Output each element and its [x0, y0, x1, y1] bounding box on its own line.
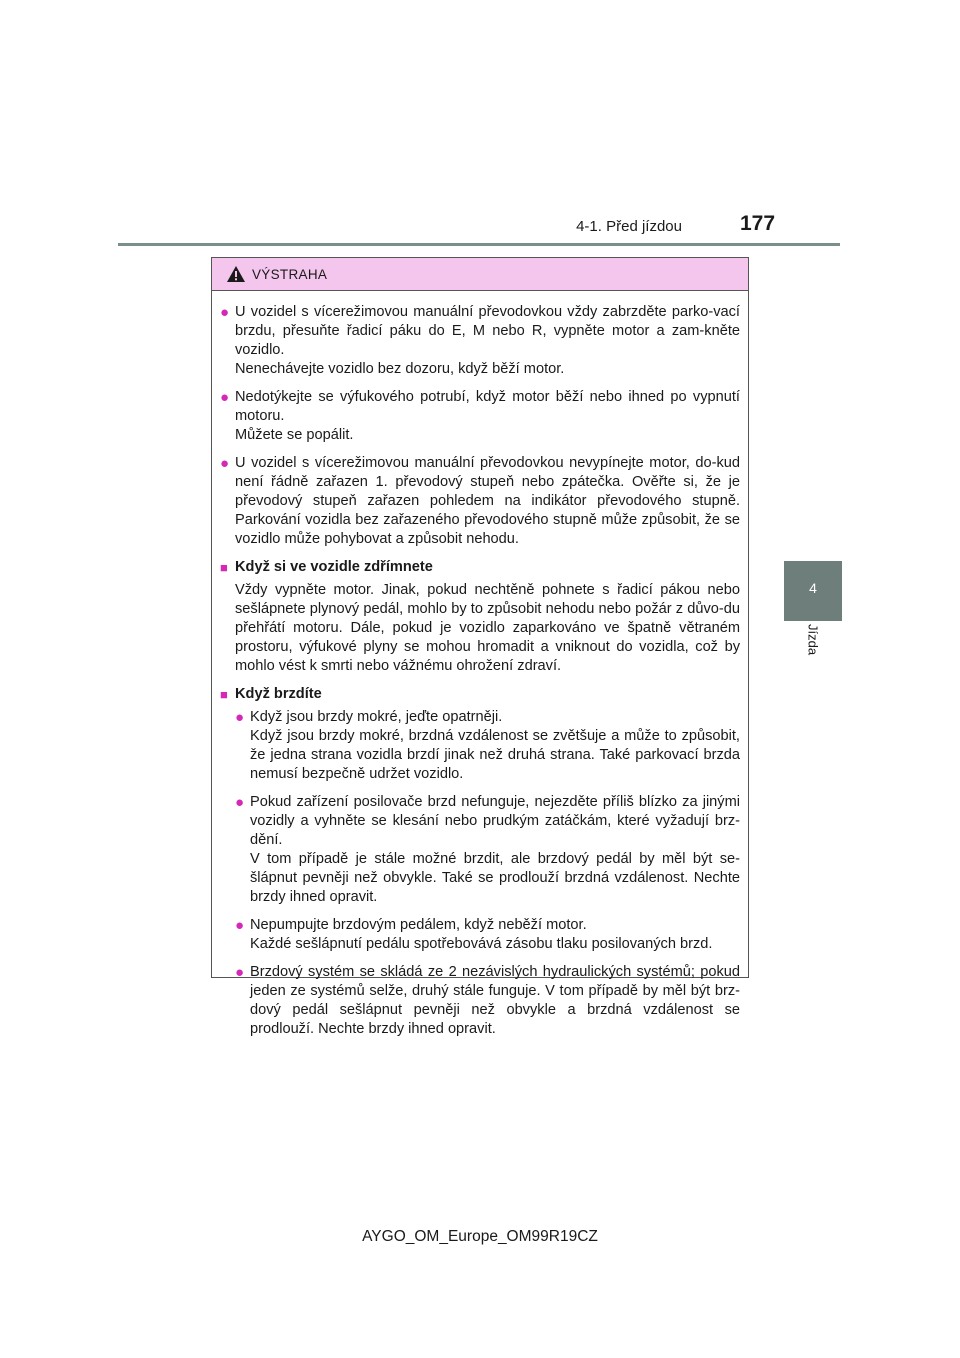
warning-body — [212, 291, 748, 1039]
item-text: Když jsou brzdy mokré, jeďte opatrněji. Když jsou brzdy mokré, brzdná vzdálenost se zvětšuje a může to způsobit, že jedna strana vozidla brzdí jinak než druhá strana. Také parkovací brzda nemusí bezpečně udržet vozidlo. — [250, 709, 740, 782]
section-heading-text: Když brzdíte — [235, 686, 322, 702]
page-number: 177 — [740, 212, 776, 235]
bullet-icon: ● — [220, 304, 230, 321]
chapter-tab[interactable] — [784, 561, 842, 621]
bullet-icon: ● — [220, 455, 230, 472]
footer-code: AYGO_OM_Europe_OM99R19CZ — [362, 1228, 598, 1245]
bullet-icon: ● — [220, 389, 230, 406]
section-heading — [220, 685, 740, 704]
item-text: Nepumpujte brzdovým pedálem, když neběží motor. Každé sešlápnutí pedálu spotřebovává zásobu tlaku posilovaných brzd. — [250, 917, 713, 952]
section-text: Vždy vypněte motor. Jinak, pokud nechtěně pohnete s řadicí pákou nebo sešlápnete plynový pedál, mohlo by to způsobit nehodu nebo požár z důvo-du přehřátí motoru. Dále, pokud je vozidlo zaparkováno ve špatně větraném prostoru, výfukové plyny se mohou hromadit a vniknout do vozidla, což by mohlo vést k smrti nebo vážnému ohrožení zdraví. — [235, 582, 740, 674]
bullet-icon: ● — [235, 964, 245, 981]
warning-title: VÝSTRAHA — [252, 266, 328, 282]
section-heading — [220, 558, 740, 577]
item-text: Brzdový systém se skládá ze 2 nezávislých hydraulických systémů; pokud jeden ze systémů selže, druhý stále funguje. V tom případě by měl být brz-dový pedál sešlápnut pevněji než obvykle a brzdná vzdálenost se prodlouží. Nechte brzdy ihned opravit. — [250, 964, 740, 1037]
chapter-number: 4 — [809, 580, 817, 596]
list-item — [235, 793, 740, 907]
warning-box — [211, 257, 749, 1037]
list-item — [235, 708, 740, 784]
list-item — [220, 303, 740, 379]
list-item — [220, 388, 740, 445]
chapter-label: Jízda — [805, 624, 821, 656]
item-text: Nedotýkejte se výfukového potrubí, když motor běží nebo ihned po vypnutí motoru. Můžete se popálit. — [235, 389, 740, 443]
square-bullet-icon: ■ — [220, 687, 228, 702]
section-heading-text: Když si ve vozidle zdřímnete — [235, 559, 433, 575]
item-text: U vozidel s vícerežimovou manuální převodovkou vždy zabrzděte parko-vací brzdu, přesuňte řadicí páku do E, M nebo R, vypněte motor a zam-kněte vozidlo. Nenechávejte vozidlo bez dozoru, když běží motor. — [235, 304, 740, 377]
section-title: 4-1. Před jízdou — [576, 218, 682, 235]
item-text: U vozidel s vícerežimovou manuální převodovkou nevypínejte motor, do-kud není řádně zařazen 1. převodový stupeň nebo zpátečka. Ověřte si, že je převodový stupeň zařazen pohledem na indikátor převodového stupně. Parkování vozidla bez zařazeného převodového stupně může způsobit, že se vozidlo může pohybovat a způsobit nehodu. — [235, 455, 740, 547]
sub-list — [220, 708, 740, 1039]
list-item — [220, 454, 740, 549]
warning-header — [212, 258, 748, 291]
bullet-icon: ● — [235, 709, 245, 726]
bullet-icon: ● — [235, 917, 245, 934]
header-rule — [118, 243, 840, 246]
square-bullet-icon: ■ — [220, 560, 228, 575]
list-item — [235, 916, 740, 954]
bullet-icon: ● — [235, 794, 245, 811]
warning-triangle-icon — [226, 265, 246, 283]
item-text: Pokud zařízení posilovače brzd nefunguje, nejezděte příliš blízko za jinými vozidly a vyhněte se klesání nebo prudkým zatáčkám, které vyžadují brz-dění. V tom případě je stále možné brzdit, ale brzdový pedál by měl být se-šlápnut pevněji než obvykle. Také se prodlouží brzdná vzdálenost. Nechte brzdy ihned opravit. — [250, 794, 740, 905]
list-item — [235, 963, 740, 1039]
